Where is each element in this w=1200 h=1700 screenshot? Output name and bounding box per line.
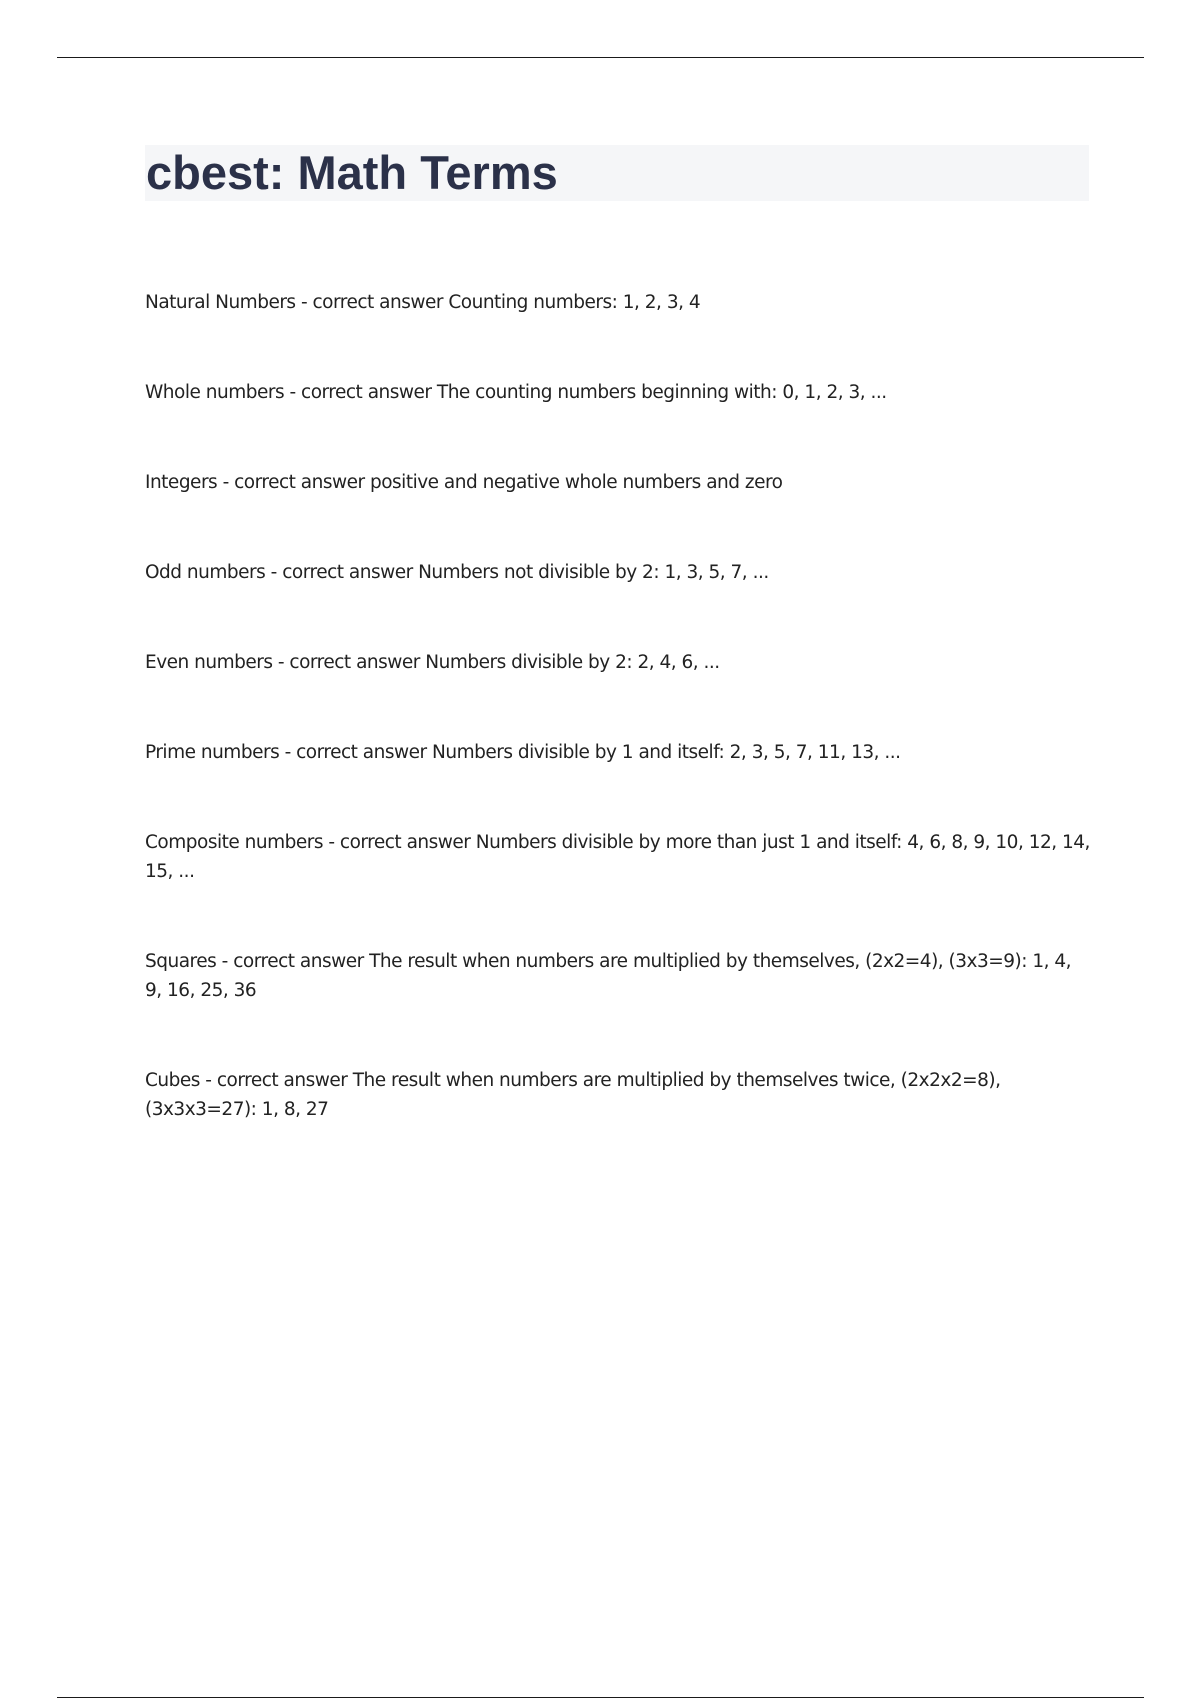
entry-term: Composite numbers: [145, 832, 323, 853]
entry-separator: - correct answer: [199, 1070, 353, 1091]
entry-separator: - correct answer: [322, 832, 476, 853]
term-list: [145, 288, 1090, 1185]
entry-answer: Numbers divisible by more than just 1 and itself: 4, 6, 8, 9, 10, 12, 14, 15, ...: [145, 832, 1090, 882]
entry-answer: Numbers divisible by 1 and itself: 2, 3, 5, 7, 11, 13, ...: [432, 742, 901, 763]
entry-answer: The counting numbers beginning with: 0, 1, 2, 3, ...: [436, 382, 887, 403]
entry-term: Cubes: [145, 1070, 200, 1091]
bottom-divider: [57, 1697, 1144, 1698]
entry-separator: - correct answer: [217, 472, 370, 493]
list-item-whole-numbers: [145, 378, 1090, 407]
top-divider: [57, 57, 1144, 58]
entry-term: Squares: [145, 951, 217, 972]
entry-answer: Counting numbers: 1, 2, 3, 4: [448, 292, 701, 313]
entry-separator: - correct answer: [279, 742, 432, 763]
entry-answer: Numbers divisible by 2: 2, 4, 6, ...: [425, 652, 720, 673]
entry-separator: - correct answer: [272, 652, 426, 673]
entry-term: Natural Numbers: [145, 292, 296, 313]
list-item-prime-numbers: [145, 738, 1090, 767]
list-item-odd-numbers: [145, 558, 1090, 587]
entry-answer: The result when numbers are multiplied by themselves twice, (2x2x2=8), (3x3x3=27): 1, 8, 27: [145, 1070, 1001, 1120]
list-item-cubes: [145, 1066, 1090, 1124]
entry-term: Even numbers: [145, 652, 273, 673]
entry-separator: - correct answer: [265, 562, 419, 583]
list-item-integers: [145, 468, 1090, 497]
entry-separator: - correct answer: [295, 292, 449, 313]
page-title: cbest: Math Terms: [146, 146, 558, 199]
list-item-even-numbers: [145, 648, 1090, 677]
list-item-squares: [145, 947, 1090, 1005]
entry-answer: The result when numbers are multiplied by themselves, (2x2=4), (3x3=9): 1, 4, 9, 16, 25, 36: [145, 951, 1072, 1001]
entry-separator: - correct answer: [284, 382, 437, 403]
list-item-natural-numbers: [145, 288, 1090, 317]
entry-answer: positive and negative whole numbers and zero: [369, 472, 783, 493]
entry-term: Prime numbers: [145, 742, 280, 763]
entry-term: Whole numbers: [145, 382, 285, 403]
list-item-composite-numbers: [145, 828, 1090, 886]
entry-term: Odd numbers: [145, 562, 266, 583]
entry-separator: - correct answer: [216, 951, 370, 972]
entry-term: Integers: [145, 472, 218, 493]
entry-answer: Numbers not divisible by 2: 1, 3, 5, 7, ...: [418, 562, 769, 583]
